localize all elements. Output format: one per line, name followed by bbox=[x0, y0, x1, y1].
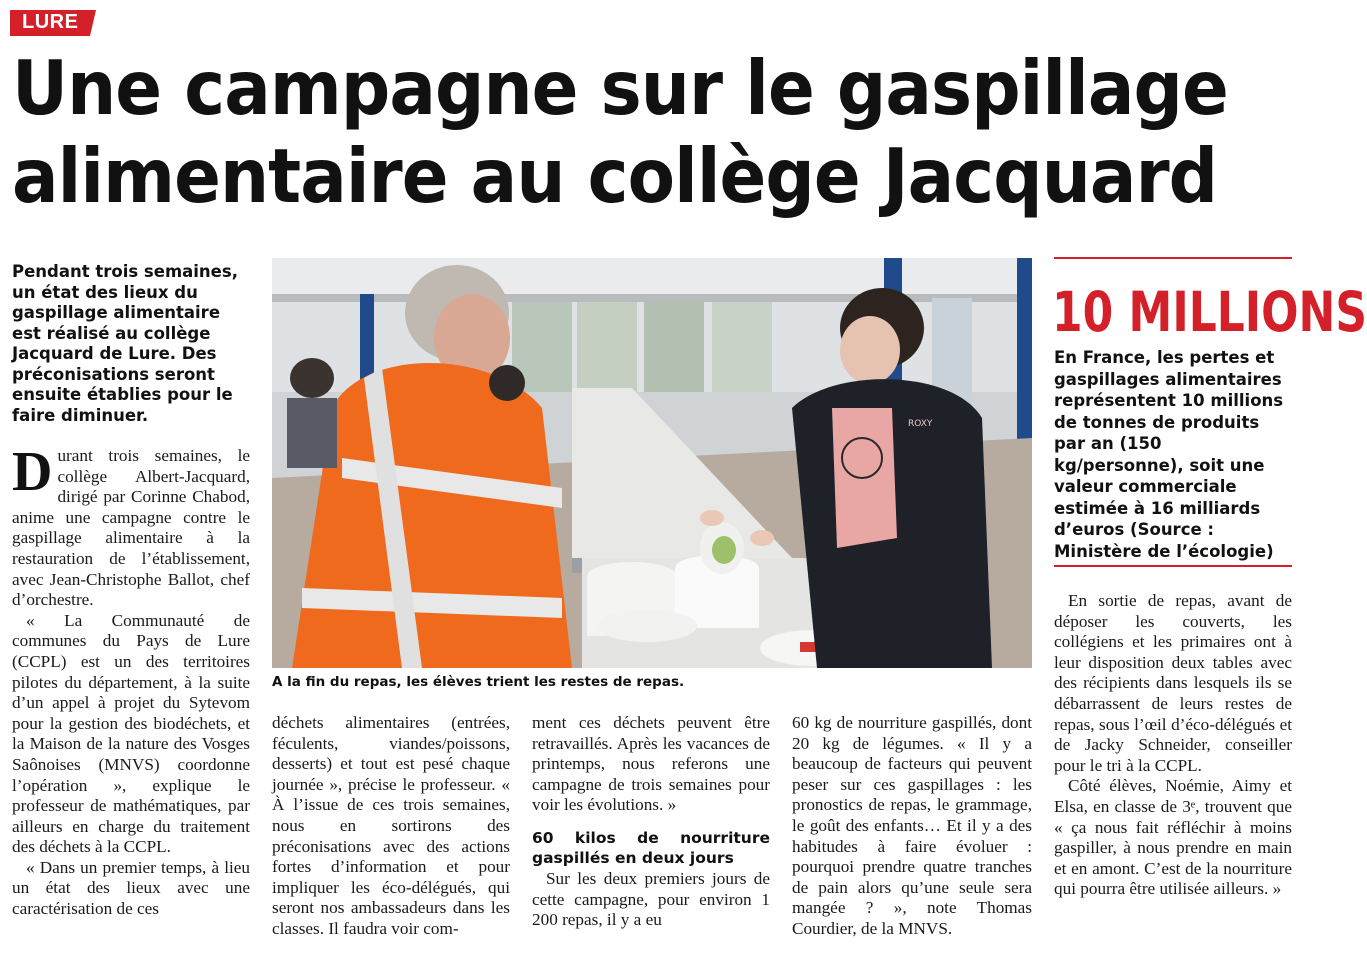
headline bbox=[12, 44, 1228, 220]
sidebar-top-rule bbox=[1054, 257, 1292, 259]
section-tag-label: LURE bbox=[22, 11, 79, 33]
drop-cap: D bbox=[12, 441, 53, 503]
subheading: 60 kilos de nourriture gaspillés en deux jours bbox=[532, 828, 770, 867]
article-photo bbox=[272, 258, 1032, 668]
paragraph: En sortie de repas, avant de déposer les couverts, les collégiens et les primaires ont à leur disposition deux tables avec des récipients dans lesquels ils se débarrassent de leurs restes de repas, sous l’œil d’éco-délégués et de Jacky Schneider, conseiller pour le tri à la CCPL. bbox=[1054, 591, 1292, 775]
headline-line-2: alimentaire au collège Jacquard bbox=[12, 132, 1218, 220]
paragraph: « Dans un premier temps, à lieu un état des lieux avec une caractérisation de ces bbox=[12, 857, 250, 919]
apron-logo-text: ROXY bbox=[908, 419, 933, 429]
paragraph: Côté élèves, Noémie, Aimy et Elsa, en classe de 3ᵉ, trouvent que « ça nous fait réfléchir à moins gaspiller, à nous prendre en main et en amont. C’est de la nourriture qui pourra être utilisée ailleurs. » bbox=[1054, 776, 1292, 899]
lead-paragraph: Pendant trois semaines, un état des lieux du gaspillage alimentaire est réalisé au collège Jacquard de Lure. Des préconisations seront ensuite établies pour le faire diminuer. bbox=[12, 262, 238, 425]
article-column-5 bbox=[1054, 591, 1292, 900]
sidebar-text: En France, les pertes et gaspillages alimentaires représentent 10 millions de tonnes de produits par an (150 kg/personne), soit une valeur commerciale estimée à 16 milliards d’euros (Source : Ministère de l’écologie) bbox=[1054, 348, 1284, 561]
article-column-4 bbox=[792, 713, 1032, 940]
headline-line-1: Une campagne sur le gaspillage bbox=[12, 44, 1228, 132]
photo-caption: A la fin du repas, les élèves trient les restes de repas. bbox=[272, 674, 685, 690]
photo-illustration bbox=[272, 258, 1032, 668]
paragraph: 60 kg de nourriture gaspillés, dont 20 kg de légumes. « Il y a beaucoup de facteurs qui peuvent peser sur ces gaspillages : les pronostics de repas, le grammage, le goût des enfants… Et il y a des habitudes à faire évoluer : pourquoi prendre quatre tranches de pain alors qu’une seule sera mangée ? », note Thomas Courdier, de la MNVS. bbox=[792, 713, 1032, 938]
article-column-1 bbox=[12, 441, 250, 920]
paragraph: « La Communauté de communes du Pays de Lure (CCPL) est un des territoires pilotes du département, à la suite d’un appel à projet du Sytevom pour la gestion des biodéchets, et la Maison de la nature des Vosges Saônoises (MNVS) coordonne l’opération », explique le professeur de mathématiques, par ailleurs en charge du traitement des déchets à la CCPL. bbox=[12, 610, 250, 857]
paragraph: Sur les deux premiers jours de cette campagne, pour environ 1 200 repas, il y a eu bbox=[532, 868, 770, 930]
article-column-3 bbox=[532, 713, 770, 931]
section-tag bbox=[10, 10, 96, 36]
sidebar-bottom-rule bbox=[1054, 565, 1292, 567]
paragraph: ment ces déchets peuvent être retravaillés. Après les vacances de printemps, nous referons une campagne de trois semaines pour voir les évolutions. » bbox=[532, 713, 770, 815]
sidebar-big-number: 10 MILLIONS bbox=[1052, 280, 1367, 344]
paragraph: déchets alimentaires (entrées, féculents, viandes/poissons, desserts) et tout est pesé chaque journée », précise le professeur. « À l’issue de ces trois semaines, nous en sortirons des préconisations avec des actions fortes d’information et pour impliquer les éco-délégués, qui seront nos ambassadeurs dans les classes. Il faudra voir com- bbox=[272, 713, 510, 938]
article-column-2 bbox=[272, 713, 510, 940]
paragraph: urant trois semaines, le collège Albert-Jacquard, dirigé par Corinne Chabod, anime une campagne contre le gaspillage alimentaire à la restauration de l’établissement, avec Jean-Christophe Ballot, chef d’orchestre. bbox=[12, 446, 250, 610]
